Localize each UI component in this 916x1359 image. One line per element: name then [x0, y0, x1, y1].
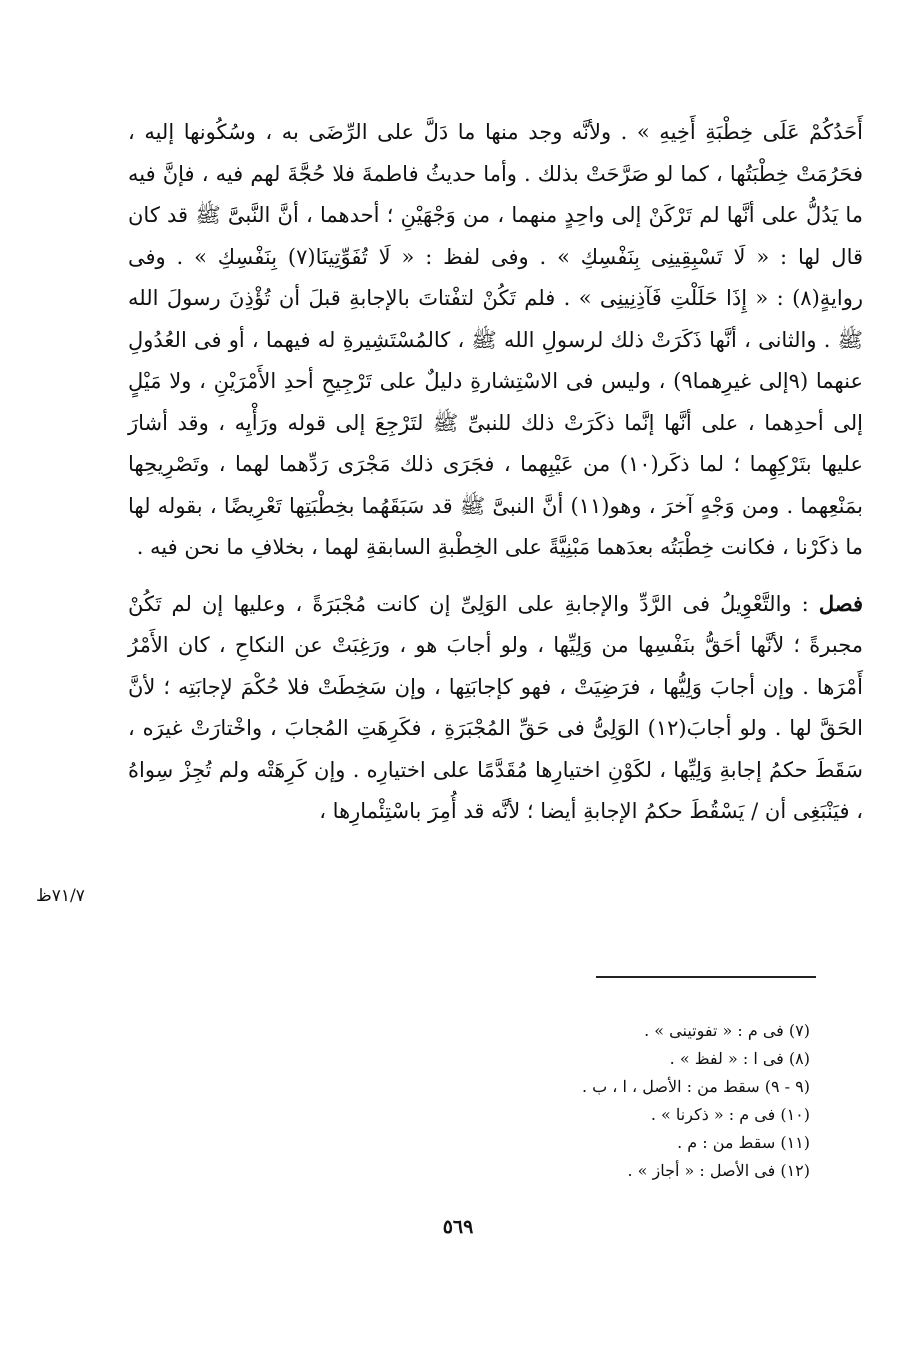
paragraph-section: [128, 583, 863, 833]
section-text: : والتَّعْوِيلُ فى الرَّدِّ والإجابةِ على الوَلِىِّ إن كانت مُجْبَرَةً ، وعليها إن لم تَكُنْ مجبرةً ؛ لأنَّها أحَقُّ بنَفْسِها من وَلِيِّها ، ولو أجابَ هو ، ورَغِبَتْ عن النكاحِ ، كان الأَمْرُ أَمْرَها . وإن أجابَ وَلِيُّها ، فرَضِيَتْ ، فهو كإجابَتِها ، وإن سَخِطَتْ فلا حُكْمَ لإجابَتِه ؛ لأنَّ الحَقَّ لها . ولو أجابَ(١٢) الوَلِىُّ فى حَقِّ المُجْبَرَةِ ، فكَرِهَتِ المُجابَ ، واخْتارَتْ غيرَه ، سَقَطَ حكمُ إجابةِ وَلِيِّها ، لكَوْنِ اختيارِها مُقَدَّمًا على اختيارِه . وإن كَرِهَتْه ولم تُجِزْ سِواهُ ، فيَنْبَغِى أن / يَسْقُطَ حكمُ الإجابةِ أيضا ؛ لأنَّه قد أُمِرَ باسْتِئْمارِها ،: [128, 591, 863, 823]
footnotes: [330, 1017, 810, 1185]
paragraph-gap: [128, 569, 863, 583]
footnote-8: (٨) فى ا : « لفظ » .: [669, 1049, 810, 1068]
footnote-7: (٧) فى م : « تفوتينى » .: [644, 1021, 810, 1040]
page-number: ٥٦٩: [442, 1216, 474, 1238]
footnote-divider: [596, 976, 816, 978]
footnote-9: (٩ - ٩) سقط من : الأصل ، ا ، ب .: [581, 1077, 810, 1096]
section-label: فصل: [818, 590, 863, 616]
footnote-11: (١١) سقط من : م .: [677, 1133, 810, 1152]
footnote-12: (١٢) فى الأصل : « أجاز » .: [627, 1161, 810, 1180]
main-text: [128, 112, 863, 833]
manuscript-folio-note: ٧١/٧ظ: [36, 886, 85, 906]
footnote-10: (١٠) فى م : « ذكرنا » .: [650, 1105, 810, 1124]
paragraph-1: أَحَدُكُمْ عَلَى خِطْبَةِ أَخِيهِ » . ولأنَّه وجد منها ما دَلَّ على الرِّضَى به ، وسُكُونها إليه ، فحَرُمَتْ خِطْبَتُها ، كما لو صَرَّحَتْ بذلك . وأما حديثُ فاطمةَ فلا حُجَّةَ لهم فيه ، فإنَّ فيه ما يَدُلُّ على أنَّها لم تَرْكَنْ إلى واحِدٍ منهما ، من وَجْهَيْنِ ؛ أحدهما ، أنَّ النَّبىَّ ﷺ قد كان قال لها : « لَا تَسْبِقِينِى بِنَفْسِكِ » . وفى لفظ : « لَا تُفَوِّتِينَا(٧) بِنَفْسِكِ » . وفى روايةٍ(٨) : « إِذَا حَلَلْتِ فَآذِنِينِى » . فلم تَكُنْ لتفْتاتَ بالإجابةِ قبلَ أن تُؤْذِنَ رسولَ الله ﷺ . والثانى ، أنَّها ذَكَرَتْ ذلك لرسولِ الله ﷺ ، كالمُسْتَشِيرةِ له فيهما ، أو فى العُدُولِ عنهما (٩إلى غيرِهما٩) ، وليس فى الاسْتِشارةِ دليلٌ على تَرْجِيحِ أحدِ الأَمْرَيْنِ ، ولا مَيْلٍ إلى أحدِهما ، على أنَّها إنَّما ذكَرَتْ ذلك للنبىِّ ﷺ لتَرْجِعَ إلى قوله ورَأْيِه ، وقد أشارَ عليها بتَرْكِهِما ؛ لما ذكَر(١٠) من عَيْبِهما ، فجَرَى ذلك مَجْرَى رَدِّهما لهما ، وتَصْرِيحِها بمَنْعِهما . ومن وَجْهٍ آخرَ ، وهو(١١) أنَّ النبىَّ ﷺ قد سَبَقَهُما بخِطْبَتِها تَعْرِيضًا ، بقوله لها ما ذكَرْنا ، فكانت خِطْبَتُه بعدَهما مَبْنِيَّةً على الخِطْبةِ السابقةِ لهما ، بخلافِ ما نحن فيه .: [128, 120, 864, 559]
